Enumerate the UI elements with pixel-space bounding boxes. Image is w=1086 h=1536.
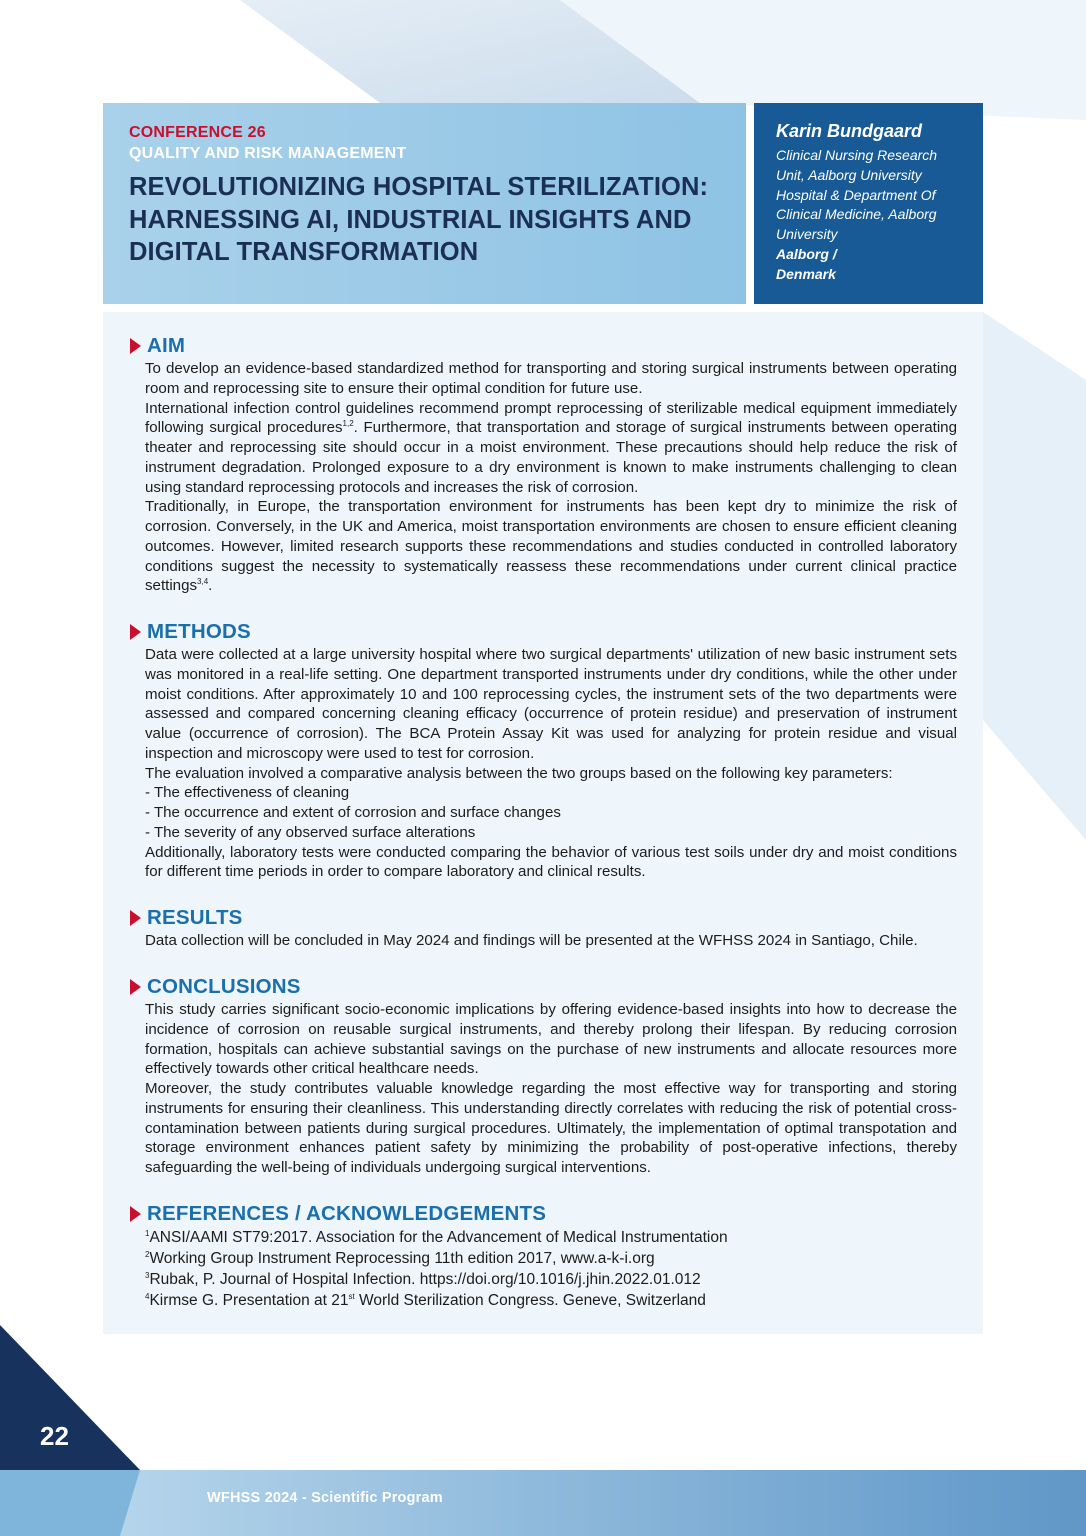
reference-text: ANSI/AAMI ST79:2017. Association for the Advancement of Medical Instrumentation <box>149 1229 728 1246</box>
citation-superscript: 1,2 <box>342 419 354 429</box>
methods-section <box>130 619 957 882</box>
paragraph: The evaluation involved a comparative analysis between the two groups based on the following key parameters: <box>145 764 893 782</box>
page-number: 22 <box>40 1421 69 1451</box>
reference-text: Rubak, P. Journal of Hospital Infection. https://doi.org/10.1016/j.jhin.2022.01.012 <box>149 1271 701 1288</box>
bullet-item: - The occurrence and extent of corrosion and surface changes <box>145 804 561 821</box>
aim-section <box>130 333 957 596</box>
methods-heading <box>130 619 957 645</box>
aim-body <box>145 359 957 596</box>
conference-category: QUALITY AND RISK MANAGEMENT <box>129 145 407 162</box>
reference-text: Kirmse G. Presentation at 21 <box>149 1292 349 1309</box>
results-body <box>145 931 957 951</box>
reference-number: 3 <box>145 1271 150 1280</box>
text-run: International infection control guidelines recommend prompt reprocessing of sterilizable medical equipment immediately following surgical procedures <box>145 399 957 437</box>
conference-header <box>103 103 746 304</box>
paragraph: Data were collected at a large university hospital where two surgical departments' utilization of new basic instrument sets was monitored in a real-life setting. One department transported instruments under dry conditions, while the other under moist conditions. After approximately 10 and 100 reprocessing cycles, the instrument sets of the two departments were assessed and compared concerning cleaning efficacy (occurrence of protein residue) and preservation of instrument value (occurrence of corrosion). The BCA Protein Assay Kit was used for analyzing for protein residue and visual inspection and microscopy were used to test for corrosion. <box>145 646 957 762</box>
paragraph <box>145 497 957 596</box>
conclusions-body <box>145 1000 957 1178</box>
arrow-right-icon <box>130 979 141 995</box>
aim-heading <box>130 333 957 359</box>
reference-number: 4 <box>145 1292 150 1301</box>
author-affiliation-line: Clinical Medicine, Aalborg <box>776 206 937 223</box>
conference-number: CONFERENCE 26 <box>129 124 266 141</box>
author-affiliation-line: Clinical Nursing Research <box>776 147 938 163</box>
reference-item <box>145 1269 957 1290</box>
paragraph: To develop an evidence-based standardized method for transporting and storing surgical instruments between operating room and reprocessing site to ensure their optimal condition for future use. <box>145 360 957 397</box>
author-affiliation-line: University <box>776 226 838 243</box>
section-title: REFERENCES / ACKNOWLEDGEMENTS <box>147 1202 547 1225</box>
section-title: METHODS <box>147 620 251 643</box>
reference-number: 2 <box>145 1250 150 1259</box>
arrow-right-icon <box>130 338 141 354</box>
references-heading <box>130 1201 957 1227</box>
author-box <box>754 103 983 304</box>
ordinal-superscript: st <box>348 1292 355 1301</box>
references-list <box>145 1227 957 1311</box>
section-title: RESULTS <box>147 906 243 929</box>
author-location-line: Aalborg / <box>776 245 837 262</box>
bullet-item: - The severity of any observed surface alterations <box>145 823 476 841</box>
reference-text: Working Group Instrument Reprocessing 11th edition 2017, www.a-k-i.org <box>149 1250 655 1267</box>
bullet-item: - The effectiveness of cleaning <box>145 784 350 802</box>
author-affiliation-line: Unit, Aalborg University <box>776 166 922 183</box>
arrow-right-icon <box>130 910 141 926</box>
conclusions-heading <box>130 974 957 1000</box>
reference-item <box>145 1227 957 1248</box>
paragraph: Moreover, the study contributes valuable knowledge regarding the most effective way for transporting and storing instruments for ensuring their cleanliness. This understanding directly correlates with reducing the risk of potential cross-contamination between patients during surgical procedures. Ultimately, the implementation of optimal transpotation and storage environment enhances patient safety by minimizing the probability of post-operative infections, thereby safeguarding the well-being of individuals undergoing surgical interventions. <box>145 1080 957 1176</box>
section-title: CONCLUSIONS <box>147 975 301 998</box>
paragraph <box>145 399 957 498</box>
section-title: AIM <box>147 334 186 357</box>
reference-text: World Sterilization Congress. Geneve, Switzerland <box>354 1292 706 1309</box>
results-heading <box>130 905 957 931</box>
paragraph: Data collection will be concluded in May 2024 and findings will be presented at the WFHSS 2024 in Santiago, Chile. <box>145 932 918 949</box>
arrow-right-icon <box>130 1206 141 1222</box>
paragraph: Additionally, laboratory tests were conducted comparing the behavior of various test soils under dry and moist conditions for different time periods in order to compare laboratory and clinical results. <box>145 843 957 881</box>
author-affiliation-line: Hospital & Department Of <box>776 186 936 203</box>
reference-item <box>145 1248 957 1269</box>
arrow-right-icon <box>130 624 141 640</box>
paragraph: This study carries significant socio-economic implications by offering evidence-based insights into how to decrease the incidence of corrosion on reusable surgical instruments, and thereby prolong their lifespan. By reducing corrosion formation, hospitals can achieve substantial savings on the purchase of new instruments and allocate resources more effectively towards other critical healthcare needs. <box>145 1001 957 1078</box>
conclusions-section <box>130 974 957 1178</box>
page-title: REVOLUTIONIZING HOSPITAL STERILIZATION: HARNESSING AI, INDUSTRIAL INSIGHTS AND DIGITAL TRANSFORMATION <box>129 173 709 266</box>
text-run: Traditionally, in Europe, the transportation environment for instruments has been kept dry to minimize the risk of corrosion. Conversely, in the UK and America, moist transportation environments are chosen to ensure efficient cleaning outcomes. However, limited research supports these recommendations and studies conducted in controlled laboratory conditions suggest the necessity to systematically reassess these recommendations under current clinical practice settings <box>145 498 957 595</box>
references-section <box>130 1201 957 1311</box>
reference-item <box>145 1290 957 1311</box>
footer-program-label: WFHSS 2024 - Scientific Program <box>207 1490 443 1506</box>
author-name: Karin Bundgaard <box>776 121 923 141</box>
citation-superscript: 3,4 <box>197 577 209 587</box>
results-section <box>130 905 957 951</box>
text-run: . <box>208 577 213 595</box>
text-run: . Furthermore, that transportation and storage of surgical instruments between operating theater and reprocessing site should occur in a moist environment. These precautions should help reduce the risk of instrument degradation. Prolonged exposure to a dry environment is known to make instruments challenging to clean using standard reprocessing protocols and increases the risk of corrosion. <box>145 419 957 496</box>
author-location-line: Denmark <box>776 265 836 282</box>
methods-body <box>145 645 957 882</box>
reference-number: 1 <box>145 1229 150 1238</box>
